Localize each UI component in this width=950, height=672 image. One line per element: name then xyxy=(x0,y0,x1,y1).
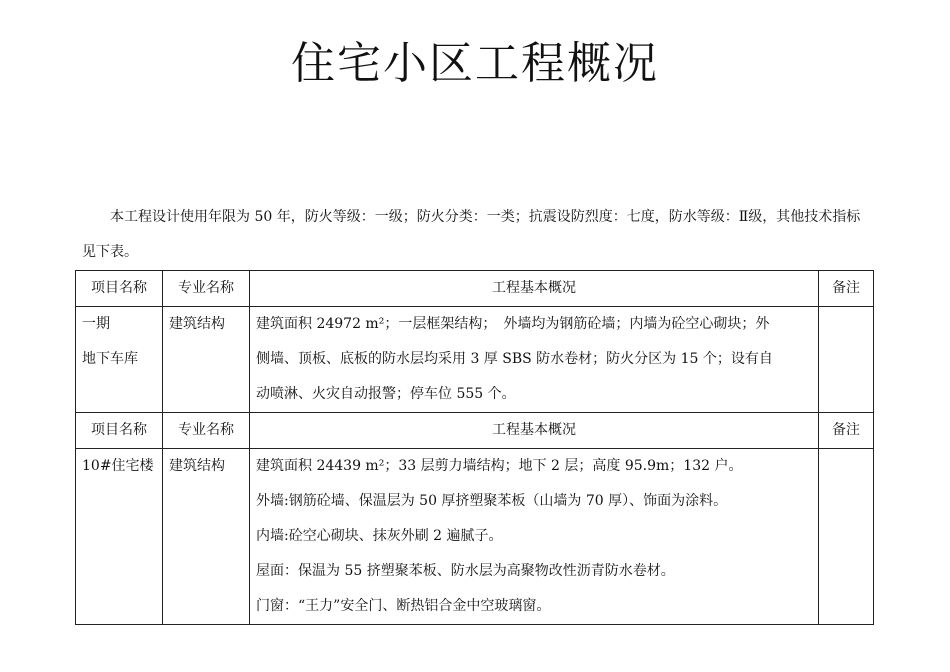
project-name-cell xyxy=(76,307,163,413)
project-overview-table xyxy=(75,270,874,625)
project-name-line: 地下车库 xyxy=(82,351,138,367)
summary-cell xyxy=(250,307,819,413)
summary-line: 内墙:砼空心砌块、抹灰外刷 2 遍腻子。 xyxy=(256,528,503,544)
remark-cell xyxy=(819,307,874,413)
project-name-line: 10#住宅楼 xyxy=(82,458,154,474)
summary-line: 屋面：保温为 55 挤塑聚苯板、防水层为高聚物改性沥青防水卷材。 xyxy=(256,563,675,579)
summary-cell xyxy=(250,449,819,625)
intro-paragraph: 本工程设计使用年限为 50 年，防火等级：一级；防火分类：一类；抗震设防烈度：七度，防水等级：Ⅱ级，其他技术指标见下表。 xyxy=(82,209,861,260)
header-discipline: 专业名称 xyxy=(163,413,250,449)
header-discipline: 专业名称 xyxy=(163,271,250,307)
summary-line: 建筑面积 24439 m²；33 层剪力墙结构；地下 2 层；高度 95.9m；132 户。 xyxy=(256,458,743,474)
table-row xyxy=(76,449,874,625)
table-header-row xyxy=(76,271,874,307)
header-project-name: 项目名称 xyxy=(76,413,163,449)
header-summary: 工程基本概况 xyxy=(250,271,819,307)
summary-line: 外墙:钢筋砼墙、保温层为 50 厚挤塑聚苯板（山墙为 70 厚）、饰面为涂料。 xyxy=(256,493,728,509)
summary-line: 侧墙、顶板、底板的防水层均采用 3 厚 SBS 防水卷材；防火分区为 15 个；设有自 xyxy=(256,351,773,367)
header-remark: 备注 xyxy=(819,271,874,307)
table-header-row xyxy=(76,413,874,449)
summary-line: 建筑面积 24972 m²；一层框架结构； 外墙均为钢筋砼墙；内墙为砼空心砌块；外 xyxy=(256,316,770,332)
discipline-cell: 建筑结构 xyxy=(163,449,250,625)
header-remark: 备注 xyxy=(819,413,874,449)
header-project-name: 项目名称 xyxy=(76,271,163,307)
project-name-line: 一期 xyxy=(82,316,110,332)
page-title: 住宅小区工程概况 xyxy=(291,38,659,89)
discipline-cell: 建筑结构 xyxy=(163,307,250,413)
table-row xyxy=(76,307,874,413)
summary-line: 门窗：“王力”安全门、断热铝合金中空玻璃窗。 xyxy=(256,598,551,614)
header-summary: 工程基本概况 xyxy=(250,413,819,449)
summary-line: 动喷淋、火灾自动报警；停车位 555 个。 xyxy=(256,386,516,402)
project-name-cell xyxy=(76,449,163,625)
remark-cell xyxy=(819,449,874,625)
